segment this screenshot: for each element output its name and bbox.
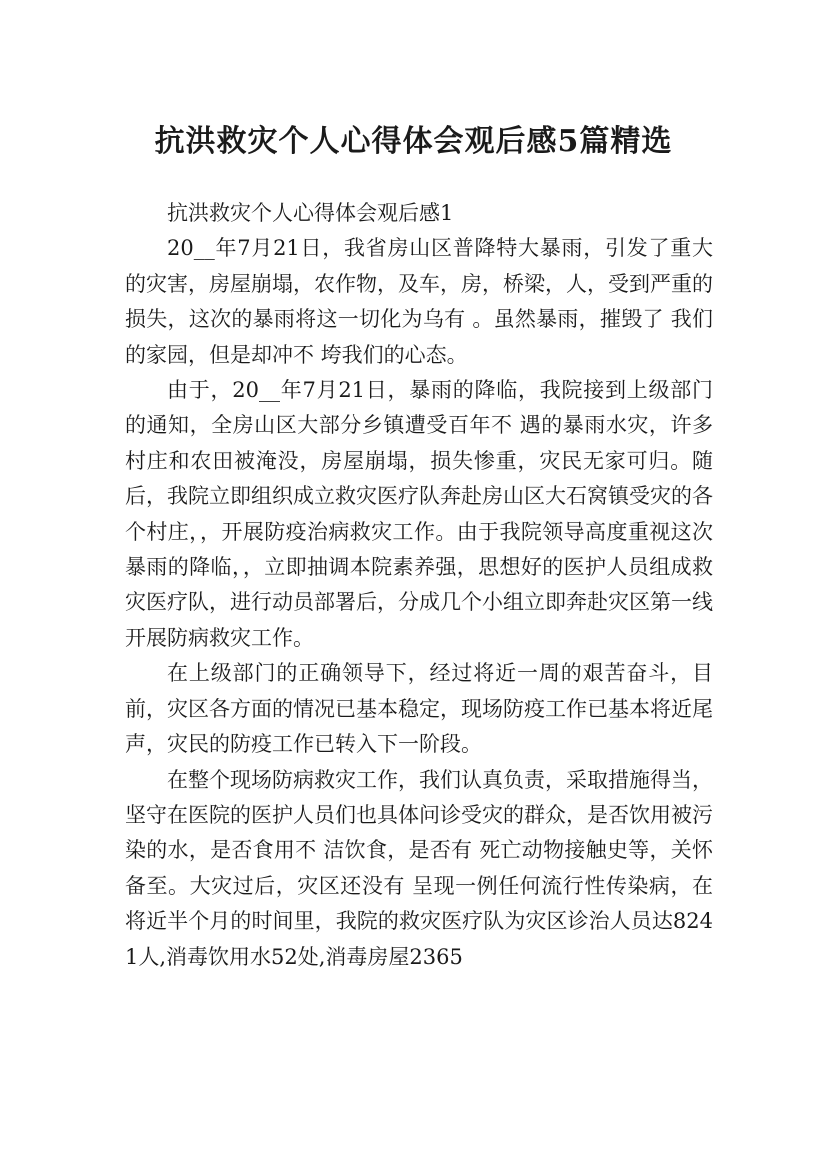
paragraph-1: 20__年7月21日，我省房山区普降特大暴雨，引发了重大的灾害，房屋崩塌，农作物，及车，房，桥梁，人，受到严重的损失，这次的暴雨将这一切化为乌有 。虽然暴雨，摧毁了 我们的家园，但是却冲不 垮我们的心态。 xyxy=(125,236,713,367)
paragraph-3: 在上级部门的正确领导下，经过将近一周的艰苦奋斗，目前，灾区各方面的情况已基本稳定，现场防疫工作已基本将近尾声，灾民的防疫工作已转入下一阶段。 xyxy=(125,661,713,757)
section-subheading: 抗洪救灾个人心得体会观后感1 xyxy=(167,201,454,225)
document-body xyxy=(125,196,713,975)
paragraph-4: 在整个现场防病救灾工作，我们认真负责，采取措施得当，坚守在医院的医护人员们也具体问诊受灾的群众，是否饮用被污染的水，是否食用不 洁饮食，是否有 死亡动物接触史等，关怀备至。大灾过后，灾区还没有 呈现一例任何流行性传染病，在将近半个月的时间里，我院的救灾医疗队为灾区诊治人员达8241人,消毒饮用水52处,消毒房屋2365 xyxy=(125,767,713,969)
paragraph-2: 由于，20__年7月21日，暴雨的降临，我院接到上级部门的通知，全房山区大部分乡镇遭受百年不 遇的暴雨水灾，许多村庄和农田被淹没，房屋崩塌，损失惨重，灾民无家可归。随后，我院立即组织成立救灾医疗队奔赴房山区大石窝镇受灾的各个村庄，，开展防疫治病救灾工作。由于我院领导高度重视这次暴雨的降临，，立即抽调本院素养强，思想好的医护人员组成救灾医疗队，进行动员部署后，分成几个小组立即奔赴灾区第一线开展防病救灾工作。 xyxy=(125,378,713,650)
document-title: 抗洪救灾个人心得体会观后感5篇精选 xyxy=(154,124,673,160)
